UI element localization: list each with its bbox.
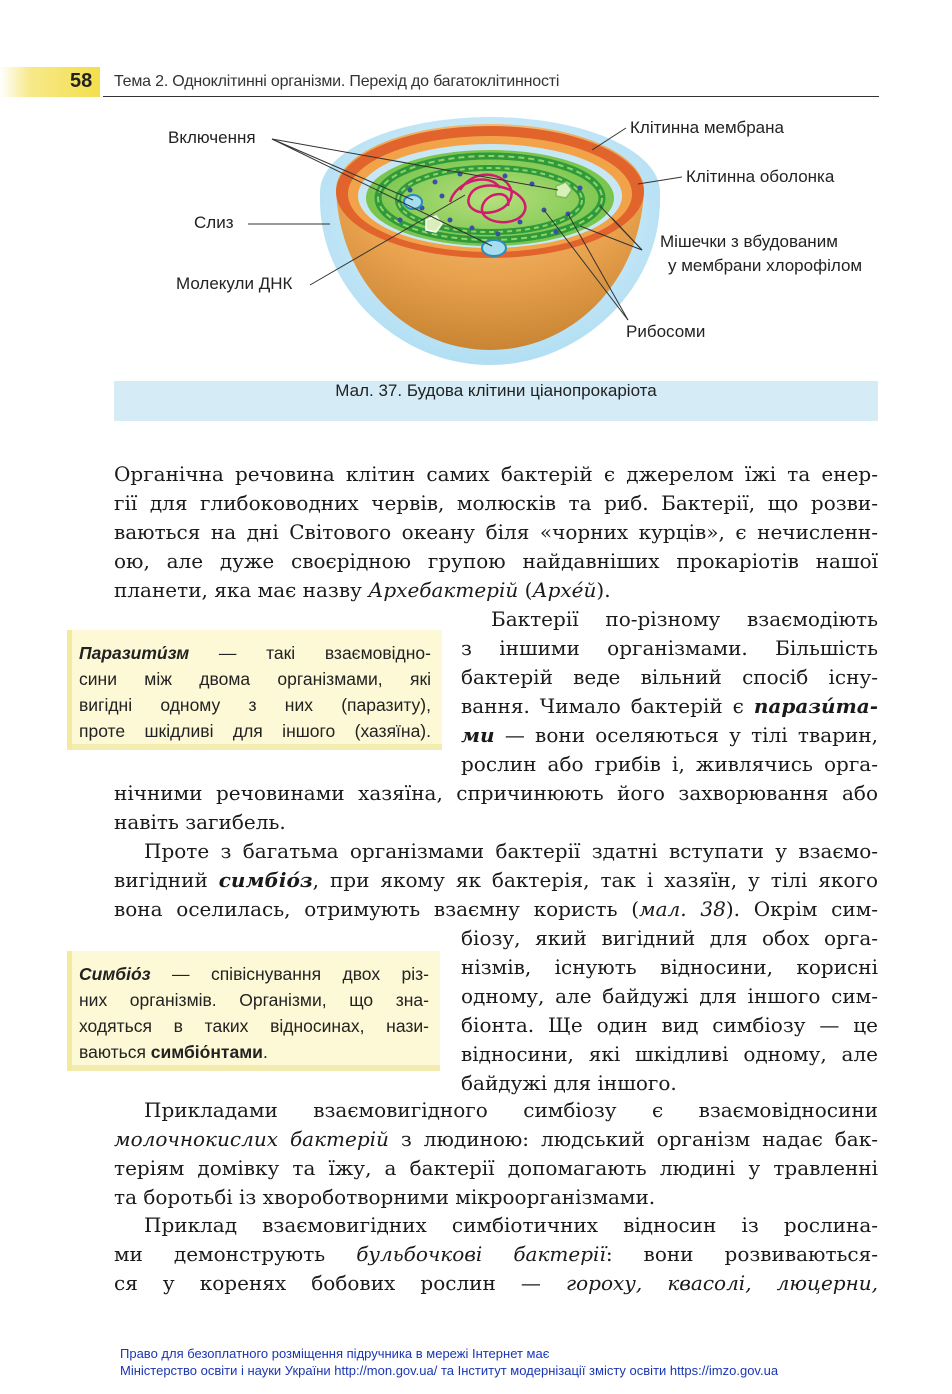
header-rule [103, 96, 879, 97]
label-sacs-line1: Мішечки з вбудованим [660, 232, 838, 251]
label-sacs-line2: у мембрани хлорофілом [668, 256, 863, 275]
definition-text: Паразити́зм — такі взаємовідно- сини між двома організмами, які вигідні одному з них (паразиту), проте шкідливі для іншого (хазяїна). [79, 643, 431, 741]
text-line: Прикладами взаємовигідного симбіозу є взаємовідносини [144, 1098, 878, 1122]
term-symbiosis: симбіо́з [218, 868, 313, 892]
text-line: Проте з багатьма організмами бактерії здатні вступати у взаємо- [144, 839, 878, 863]
text-line: бактерій веде вільний спосіб існу- [461, 665, 878, 689]
term-parasites: парази́та- [753, 694, 878, 718]
box-shadow [72, 744, 442, 750]
paragraph-1 [114, 460, 878, 605]
text-line: Бактерії по-різному взаємодіють [491, 607, 878, 631]
paragraph-5 [114, 1211, 878, 1298]
text-line: біозу, який вигідний для обох орга- [461, 926, 878, 950]
label-inclusions: Включення [168, 128, 256, 147]
text-line: відносини, які шкідливі одному, але [461, 1042, 878, 1066]
definition-text: Симбіо́з — співіснування двох різ- них організмів. Організми, що зна- ходяться в таких відносинах, нази- ваються симбіо́нтами. [79, 964, 429, 1062]
paragraph-2-narrow [461, 605, 878, 779]
definition-box-symbiosis [67, 951, 440, 1071]
figure-reference: мал. 38 [639, 897, 726, 921]
definition-box-parasitism [67, 630, 442, 750]
box-shadow [72, 1065, 440, 1071]
box-edge [67, 630, 72, 750]
label-ribosomes: Рибосоми [626, 322, 706, 341]
paragraph-3-narrow [461, 924, 878, 1098]
text-line: Органічна речовина клітин самих бактерій є джерелом їжі та енер- [114, 462, 878, 486]
figure-caption: Мал. 37. Будова клітини ціанопрокаріота [335, 381, 657, 400]
text-line: Приклад взаємовигідних симбіотичних відносин із рослина- [144, 1213, 878, 1237]
chapter-title: Тема 2. Одноклітинні організми. Перехід до багатоклітинності [114, 73, 560, 90]
text-line: рослин або грибів і, живлячись орга- [461, 752, 878, 776]
label-membrane: Клітинна мембрана [630, 118, 784, 137]
paragraph-2-wide [114, 779, 878, 837]
paragraph-3-wide [114, 837, 878, 924]
label-wall: Клітинна оболонка [686, 167, 835, 186]
text-line: молочнокислих бактерій з людиною: людський організм надає бак- [114, 1127, 878, 1151]
text-line: ою, але дуже своєрідною групою найдавніших прокаріотів нашої [114, 549, 878, 573]
text-line: ваються на дні Світового океану біля «чорних курців», є нечисленн- [114, 520, 878, 544]
definition-term: Паразити́зм [79, 643, 190, 663]
text-line: з іншими організмами. Більшість [461, 636, 878, 660]
text-line: нізмів, існують відносини, корисні [461, 955, 878, 979]
text-line: теріям домівку та їжу, а бактерії допомагають людині у травленні [114, 1156, 878, 1180]
text-line: навіть загибель. [114, 810, 286, 834]
footer-line-2[interactable]: Міністерство освіти і науки України http://mon.gov.ua/ та Інститут модернізації змісту освіти https://imzo.gov.ua [120, 1363, 779, 1378]
text-line: ми демонструють бульбочкові бактерії: вони розвиваються- [114, 1242, 878, 1266]
text-line: гії для глибоководних червів, молюсків та риб. Бактерії, що розви- [114, 491, 878, 515]
text-line: байдужі для іншого. [461, 1071, 677, 1095]
label-mucus: Слиз [194, 213, 234, 232]
text-line: вона оселилась, отримують взаємну користь (мал. 38). Окрім сим- [114, 897, 879, 921]
text-line: одному, але байдужі для іншого сим- [461, 984, 878, 1008]
footer-line-1: Право для безоплатного розміщення підручника в мережі Інтернет має [120, 1346, 550, 1361]
cell-diagram [160, 110, 900, 372]
text-line: ся у коренях бобових рослин — гороху, квасолі, люцерни, [114, 1271, 878, 1295]
text-line: біонта. Ще один вид симбіозу — це [461, 1013, 878, 1037]
box-edge [67, 951, 72, 1071]
definition-term: Симбіо́з [79, 964, 151, 984]
page-number: 58 [70, 70, 93, 92]
text-line: ми — вони оселяються у тілі тварин, [461, 723, 878, 747]
label-dna: Молекули ДНК [176, 274, 293, 293]
copyright-footer [120, 1345, 778, 1379]
text-line: нічними речовинами хазяїна, спричинюють його захворювання або [114, 781, 878, 805]
text-line: вигідний симбіо́з, при якому як бактерія, так і хазяїн, у тілі якого [114, 868, 878, 892]
text-line: вання. Чимало бактерій є парази́та- [461, 694, 878, 718]
paragraph-4 [114, 1096, 878, 1212]
text-line: та боротьбі із хвороботворними мікроорганізмами. [114, 1185, 656, 1209]
text-line: планети, яка має назву Архебактерій (Архе́й). [114, 578, 611, 602]
